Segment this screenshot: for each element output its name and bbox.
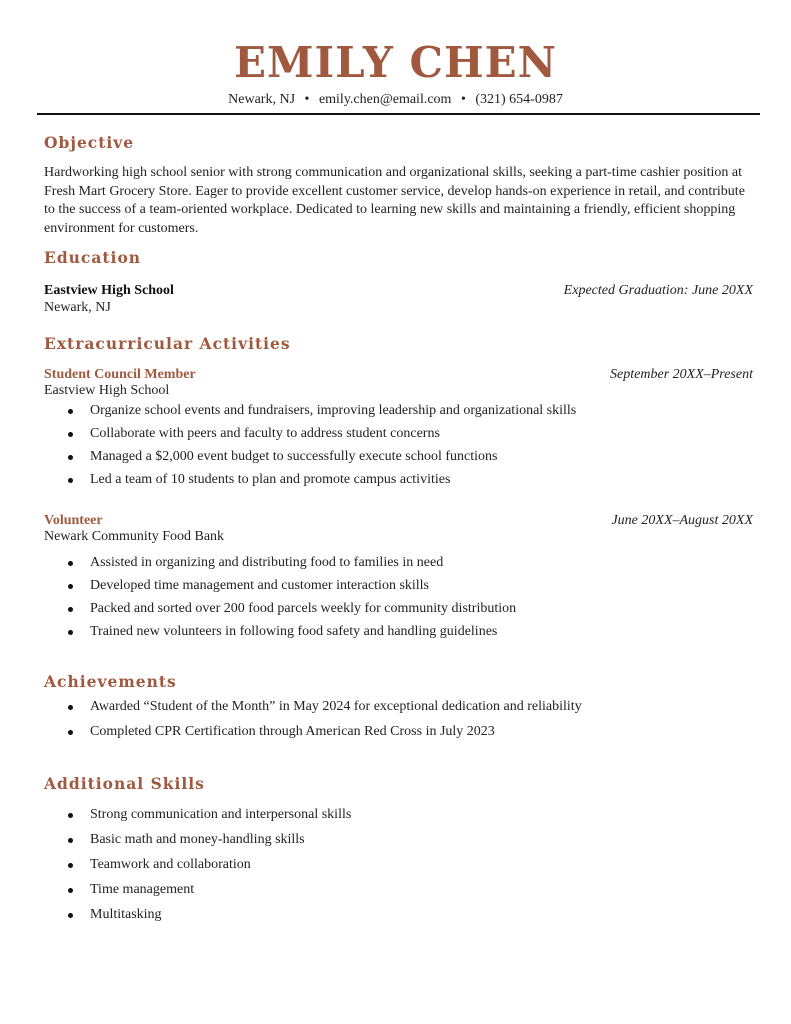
education-heading: Education xyxy=(44,248,142,267)
list-item: Teamwork and collaboration xyxy=(44,856,759,881)
list-item: Awarded “Student of the Month” in May 2024 for exceptional dedication and reliability xyxy=(44,698,759,723)
achievements-list xyxy=(44,698,759,748)
list-item: Assisted in organizing and distributing food to families in need xyxy=(44,554,759,577)
activity-role: Volunteer xyxy=(44,513,103,528)
activity-bullets xyxy=(44,402,759,494)
achievements-heading: Achievements xyxy=(44,672,177,691)
contact-location: Newark, NJ xyxy=(228,92,296,107)
objective-heading: Objective xyxy=(44,133,135,152)
objective-text: Hardworking high school senior with strong communication and organizational skills, seeking a part-time cashier position at Fresh Mart Grocery Store. Eager to provide excellent customer service, develop hands-on experience in retail, and contribute to the success of a team-oriented workplace. Dedicated to learning new skills and maintaining a friendly, efficient shopping environment for customers. xyxy=(44,165,745,236)
list-item: Packed and sorted over 200 food parcels weekly for community distribution xyxy=(44,600,759,623)
list-item: Strong communication and interpersonal skills xyxy=(44,806,759,831)
activity-org: Eastview High School xyxy=(44,383,170,398)
candidate-name: EMILY CHEN xyxy=(233,38,558,87)
activity-date: June 20XX–August 20XX xyxy=(611,513,753,528)
list-item: Organize school events and fundraisers, improving leadership and organizational skills xyxy=(44,402,759,425)
contact-phone: (321) 654-0987 xyxy=(475,92,563,107)
activity-date: September 20XX–Present xyxy=(610,367,753,382)
separator-dot: • xyxy=(460,92,466,107)
list-item: Completed CPR Certification through American Red Cross in July 2023 xyxy=(44,723,759,748)
contact-line xyxy=(0,92,791,108)
school-name: Eastview High School xyxy=(44,283,174,298)
list-item: Managed a $2,000 event budget to successfully execute school functions xyxy=(44,448,759,471)
header-divider xyxy=(37,113,760,115)
activities-heading: Extracurricular Activities xyxy=(44,334,291,353)
activity-org: Newark Community Food Bank xyxy=(44,529,225,544)
list-item: Time management xyxy=(44,881,759,906)
skills-list xyxy=(44,806,759,931)
list-item: Basic math and money-handling skills xyxy=(44,831,759,856)
list-item: Collaborate with peers and faculty to address student concerns xyxy=(44,425,759,448)
list-item: Led a team of 10 students to plan and promote campus activities xyxy=(44,471,759,494)
list-item: Trained new volunteers in following food safety and handling guidelines xyxy=(44,623,759,646)
skills-heading: Additional Skills xyxy=(44,774,205,793)
list-item: Multitasking xyxy=(44,906,759,931)
activity-role: Student Council Member xyxy=(44,367,196,382)
contact-email[interactable]: emily.chen@email.com xyxy=(318,92,452,107)
list-item: Developed time management and customer interaction skills xyxy=(44,577,759,600)
school-location: Newark, NJ xyxy=(44,300,111,315)
graduation-date: Expected Graduation: June 20XX xyxy=(563,283,753,298)
separator-dot: • xyxy=(304,92,310,107)
activity-bullets xyxy=(44,554,759,646)
